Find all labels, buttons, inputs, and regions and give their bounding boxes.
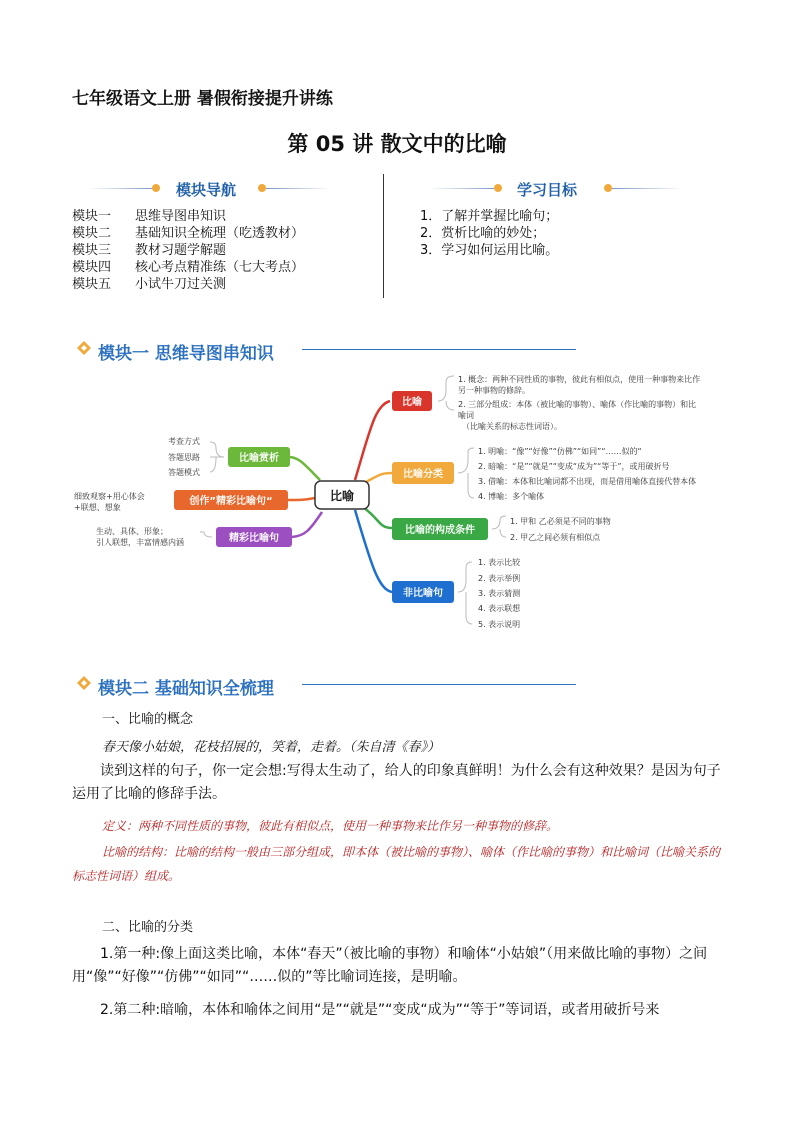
vertical-separator [383, 174, 384, 298]
mm-note: 喻词 [458, 411, 474, 420]
mm-note: 1. 表示比较 [478, 558, 521, 567]
mm-node-create-label: 创作”精彩比喻句“ [189, 496, 273, 507]
mm-note: 2. 表示举例 [478, 574, 521, 583]
mm-node-concept-label: 比喻 [402, 397, 422, 408]
mm-note: 考查方式 [168, 437, 200, 446]
mm-note: 答题思路 [168, 453, 200, 462]
nav-heading: 模块导航 [176, 181, 237, 199]
mm-note: 答题模式 [168, 468, 200, 477]
mm-note: 1. 概念：两种不同性质的事物，彼此有相似点，使用一种事物来比作 [458, 375, 701, 384]
mm-node-excellent-label: 精彩比喻句 [229, 533, 279, 544]
goal-item: 3．学习如何运用比喻。 [420, 243, 559, 258]
mindmap-center-label: 比喻 [329, 489, 355, 503]
nav-item[interactable]: 模块一 思维导图串知识 [72, 209, 227, 224]
mm-note: 引人联想，丰富情感内涵 [96, 538, 184, 547]
mm-node-nonsimile-label: 非比喻句 [403, 588, 443, 599]
nav-heading-dot-right [258, 184, 266, 192]
mm-note: 1. 明喻：“像”“好像”“仿佛”“如同”“……似的“ [478, 447, 642, 456]
diamond-icon [76, 675, 92, 691]
paragraph: 1.第一种:像上面这类比喻，本体“春天”（被比喻的事物）和喻体“小姑娘”（用来做比喻的事物）之间用“像”“好像”“仿佛”“如同”“……似的”等比喻词连接，是明喻。 [72, 946, 708, 985]
definition: 定义：两种不同性质的事物，彼此有相似点，使用一种事物来比作另一种事物的修辞。 [102, 819, 559, 833]
mm-note: 5. 表示说明 [478, 620, 521, 629]
paragraph: 2.第二种:暗喻，本体和喻体之间用“是”“就是”“变成“成为”“等于”等词语，或者用破折号来 [100, 1002, 660, 1018]
module1-heading-line [302, 349, 576, 350]
course-header: 七年级语文上册 暑假衔接提升讲练 [72, 89, 333, 109]
nav-heading-line-right [266, 188, 332, 189]
module2-heading: 模块二 基础知识全梳理 [98, 679, 274, 699]
goal-item: 1．了解并掌握比喻句； [420, 209, 559, 224]
module2-heading-line [302, 684, 576, 685]
structure: 比喻的结构：比喻的结构一般由三部分组成，即本体（被比喻的事物）、喻体（作比喻的事物）和比喻词（比喻关系的标志性词语）组成。 [72, 845, 721, 883]
mm-note: 另一种事物的修辞。 [458, 386, 530, 395]
mm-note: 3. 表示猜测 [478, 589, 521, 598]
mm-note: 1. 甲和 乙必须是不同的事物 [510, 517, 611, 526]
mm-node-conditions-label: 比喻的构成条件 [405, 525, 475, 536]
mm-note: （比喻关系的标志性词语）。 [462, 422, 562, 431]
mm-note: 4. 博喻：多个喻体 [478, 492, 545, 501]
mm-note: 2. 甲乙之间必须有相似点 [510, 533, 601, 542]
nav-item[interactable]: 模块二 基础知识全梳理（吃透教材） [72, 226, 305, 241]
nav-heading-dot-left [152, 184, 160, 192]
mm-note: +联想、想象 [74, 503, 121, 512]
nav-heading-line-left [88, 188, 154, 189]
paragraph: 读到这样的句子，你一定会想:写得太生动了，给人的印象真鲜明！为什么会有这种效果？是因为句子运用了比喻的修辞手法。 [72, 763, 721, 802]
goals-list [420, 208, 558, 259]
mm-node-types-label: 比喻分类 [403, 469, 443, 480]
section-title: 一、比喻的概念 [102, 712, 194, 727]
mm-note: 2. 三部分组成：本体（被比喻的事物）、喻体（作比喻的事物）和比 [458, 400, 697, 409]
goals-heading: 学习目标 [517, 181, 578, 199]
goals-heading-line-left [428, 188, 496, 189]
mm-note: 4. 表示联想 [478, 604, 521, 613]
nav-item[interactable]: 模块三 教材习题学解题 [72, 243, 227, 258]
mm-note: 生动、具体、形象； [96, 527, 168, 536]
nav-item[interactable]: 模块五 小试牛刀过关测 [72, 277, 227, 292]
mm-note: 2. 暗喻：“是”“就是”“变成“成为”“等于”，或用破折号 [478, 462, 670, 471]
mm-node-appreciation-label: 比喻赏析 [239, 453, 279, 464]
goal-item: 2．赏析比喻的妙处； [420, 226, 546, 241]
diamond-icon [76, 340, 92, 356]
section-title: 二、比喻的分类 [102, 920, 194, 935]
nav-list [72, 208, 304, 293]
mm-note: 3. 借喻：本体和比喻词都不出现，而是借用喻体直接代替本体 [478, 477, 697, 486]
mm-note: 细致观察+用心体会 [74, 492, 145, 501]
lesson-title: 第 05 讲 散文中的比喻 [287, 132, 507, 156]
goals-heading-line-right [612, 188, 684, 189]
nav-item[interactable]: 模块四 核心考点精准练（七大考点） [72, 260, 305, 275]
goals-heading-dot-left [494, 184, 502, 192]
example-sentence: 春天像小姑娘，花枝招展的，笑着，走着。（朱自清《春》） [102, 740, 441, 755]
goals-heading-dot-right [604, 184, 612, 192]
mindmap [60, 360, 740, 640]
module1-heading: 模块一 思维导图串知识 [98, 344, 274, 364]
